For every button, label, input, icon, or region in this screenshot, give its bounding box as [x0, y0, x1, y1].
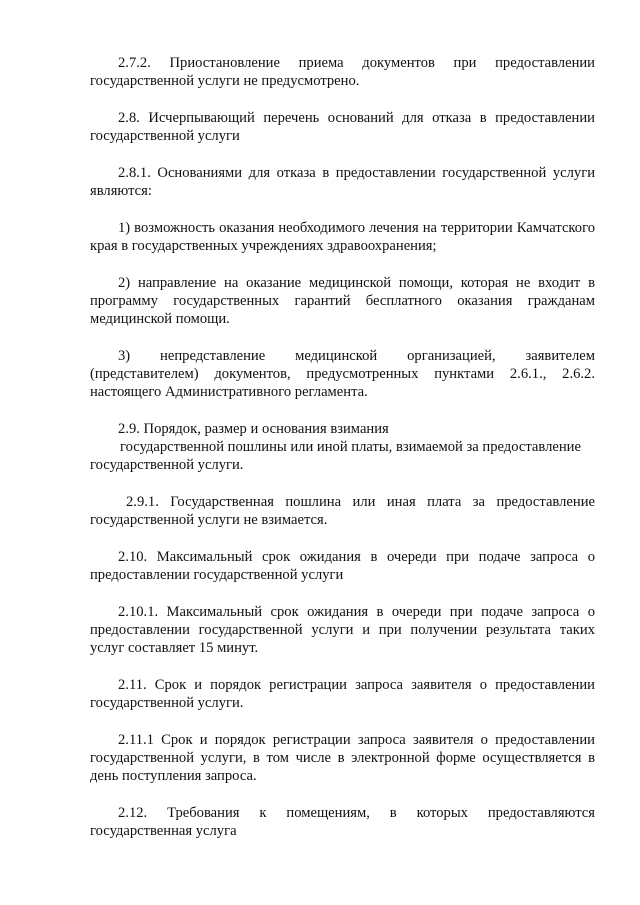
- paragraph-2-11: 2.11. Срок и порядок регистрации запроса заявителя о предоставлении государственной услуги.: [90, 677, 595, 711]
- list-item-3: 3) непредставление медицинской организацией, заявителем (представителем) документов, предусмотренных пунктами 2.6.1., 2.6.2. настоящего Административного регламента.: [90, 348, 595, 400]
- paragraph-2-8-1: 2.8.1. Основаниями для отказа в предоставлении государственной услуги являются:: [90, 165, 595, 199]
- paragraph-2-7-2: 2.7.2. Приостановление приема документов при предоставлении государственной услуги не предусмотрено.: [90, 55, 595, 89]
- paragraph-2-9: [90, 420, 595, 474]
- paragraph-2-10: 2.10. Максимальный срок ожидания в очереди при подаче запроса о предоставлении государственной услуги: [90, 549, 595, 583]
- paragraph-2-11-1: 2.11.1 Срок и порядок регистрации запроса заявителя о предоставлении государственной услуги, в том числе в электронной форме осуществляется в день поступления запроса.: [90, 732, 595, 784]
- list-item-1: 1) возможность оказания необходимого лечения на территории Камчатского края в государственных учреждениях здравоохранения;: [90, 220, 595, 254]
- paragraph-2-12: 2.12. Требования к помещениям, в которых предоставляются государственная услуга: [90, 805, 595, 839]
- list-item-2: 2) направление на оказание медицинской помощи, которая не входит в программу государственных гарантий бесплатного оказания гражданам медицинской помощи.: [90, 275, 595, 327]
- document-page: [90, 54, 595, 859]
- paragraph-2-10-1: 2.10.1. Максимальный срок ожидания в очереди при подаче запроса о предоставлении государственной услуги и при получении результата таких услуг составляет 15 минут.: [90, 604, 595, 656]
- paragraph-2-9-line-2: государственной пошлины или иной платы, взимаемой за предоставление: [120, 439, 581, 455]
- paragraph-2-9-1: 2.9.1. Государственная пошлина или иная плата за предоставление государственной услуги не взимается.: [90, 494, 595, 528]
- paragraph-2-9-line-1: 2.9. Порядок, размер и основания взимания: [118, 421, 389, 437]
- paragraph-2-8: 2.8. Исчерпывающий перечень оснований для отказа в предоставлении государственной услуги: [90, 110, 595, 144]
- paragraph-2-9-line-3: государственной услуги.: [90, 457, 244, 473]
